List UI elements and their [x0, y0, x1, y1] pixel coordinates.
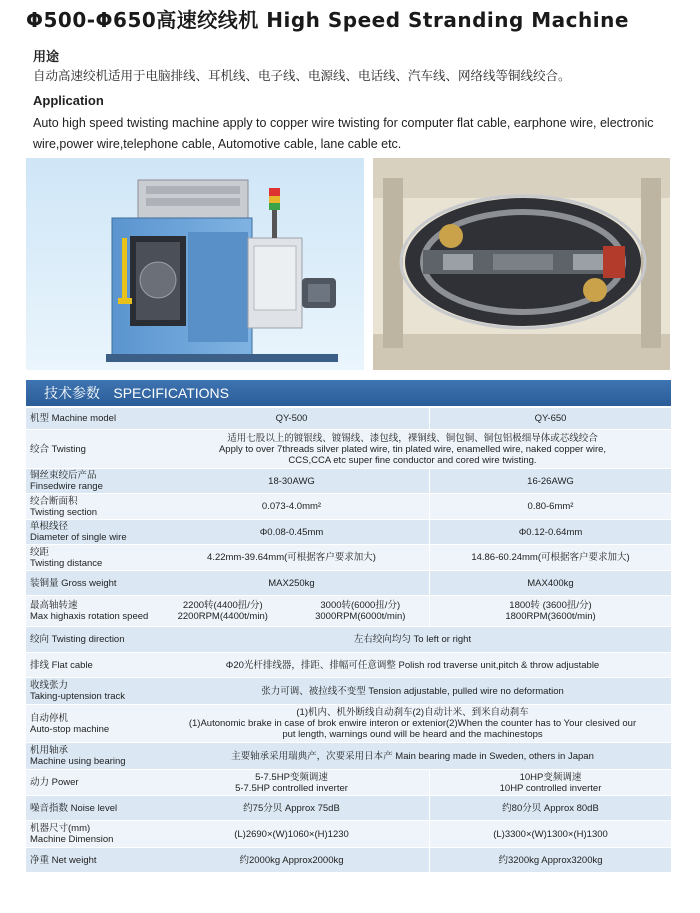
spec-row	[26, 545, 671, 570]
spec-value-line: (1)机内、机外断线自动刹车(2)自动计米、到米自动刹车	[296, 707, 529, 718]
spec-value-line: Apply to over 7threads silver plated wire, tin plated wire, enamelled wire, naked copper wire,	[218, 443, 607, 455]
spec-label	[26, 545, 154, 570]
spec-label	[26, 770, 154, 795]
spec-value-line: 16-26AWG	[527, 475, 574, 487]
spec-label-line: Taking-uptension track	[30, 691, 126, 702]
spec-label-line: 绞距	[30, 546, 50, 558]
spec-value-line: 2200转(4400扭/分)	[182, 600, 263, 611]
spec-value-line: 0.80-6mm²	[527, 501, 574, 512]
spec-label-line: 绞向 Twisting direction	[30, 634, 125, 645]
spec-value-line: put length, warnings ound will be heard and the machinestops	[282, 729, 543, 740]
spec-label	[26, 678, 154, 704]
spec-header	[26, 380, 671, 406]
spec-row	[26, 408, 671, 429]
spec-value-qy500	[154, 796, 429, 820]
spec-value	[154, 430, 671, 468]
spec-label	[26, 494, 154, 519]
spec-value-line: 10HP变频调速	[519, 771, 582, 783]
spec-row	[26, 821, 671, 847]
spec-label-line: 动力 Power	[30, 777, 79, 788]
spec-value-qy650	[429, 571, 671, 595]
spec-row	[26, 678, 671, 704]
spec-value-qy500	[154, 469, 429, 493]
spec-value-line: 约3200kg Approx3200kg	[498, 854, 603, 866]
spec-value-line: 18-30AWG	[268, 475, 315, 487]
spec-label	[26, 627, 154, 652]
application-heading: Application	[33, 93, 104, 108]
spec-label	[26, 408, 154, 429]
spec-value-qy650	[429, 821, 671, 847]
spec-value-line: 10HP controlled inverter	[499, 782, 602, 794]
spec-header-cn: 技术参数	[44, 385, 100, 401]
spec-row	[26, 571, 671, 595]
spec-value-line: CCS,CCA etc super fine conductor and cored wire twisting.	[288, 454, 537, 466]
spec-value-qy500	[154, 848, 429, 872]
spec-label	[26, 571, 154, 595]
spec-label-line: 自动停机	[30, 712, 69, 724]
spec-value-qy650	[429, 796, 671, 820]
spec-label	[26, 520, 154, 544]
spec-value-col	[315, 600, 405, 622]
spec-row	[26, 520, 671, 544]
spec-row	[26, 770, 671, 795]
row-divider	[26, 872, 671, 873]
spec-label	[26, 743, 154, 769]
spec-value-line: (L)2690×(W)1060×(H)1230	[234, 828, 349, 840]
spec-label-line: Max highaxis rotation speed	[30, 611, 149, 622]
spec-label-line: 排线 Flat cable	[30, 659, 93, 671]
usage-text: 自动高速绞机适用于电脑排线、耳机线、电子线、电源线、电话线、汽车线、网络线等铜线绞合。	[33, 68, 571, 83]
spec-value-qy650	[429, 770, 671, 795]
spec-row	[26, 705, 671, 742]
spec-label	[26, 848, 154, 872]
spec-label-line: 装铜量 Gross weight	[30, 577, 117, 589]
spec-label	[26, 821, 154, 847]
spec-value-line: Φ0.12-0.64mm	[518, 526, 583, 538]
spec-value-qy500	[154, 494, 429, 519]
spec-value-qy500	[154, 520, 429, 544]
spec-value	[154, 653, 671, 677]
spec-value-line: 5-7.5HP变频调速	[255, 771, 328, 783]
machine-photo	[26, 158, 364, 370]
spec-value-line: 0.073-4.0mm²	[261, 501, 322, 512]
spec-value-line: QY-500	[275, 413, 308, 424]
spec-value-line: 适用七股以上的镀银线、镀锡线、漆包线，裸铜线、铜包铜、铜包铝极细导体或芯线绞合	[227, 432, 598, 444]
spec-value-line: MAX400kg	[527, 577, 574, 589]
stranding-bow-photo	[373, 158, 670, 370]
spec-value-qy650	[429, 469, 671, 493]
spec-row	[26, 653, 671, 677]
spec-label-line: 单根线径	[30, 521, 69, 532]
spec-value	[154, 678, 671, 704]
spec-value-line: 3000转(6000扭/分)	[320, 600, 401, 611]
spec-label-line: 最高轴转速	[30, 600, 78, 611]
spec-label-line: 绞合断面积	[30, 495, 78, 507]
spec-label	[26, 430, 154, 468]
spec-label	[26, 705, 154, 742]
spec-value-line: Φ20光杆排线器，排距、排幅可任意调整 Polish rod traverse unit,pitch & throw adjustable	[225, 659, 600, 671]
spec-label	[26, 796, 154, 820]
spec-value-line: MAX250kg	[268, 577, 315, 589]
spec-value-line: 约75分贝 Approx 75dB	[243, 802, 340, 814]
spec-value-qy650	[429, 545, 671, 570]
spec-row	[26, 743, 671, 769]
spec-row	[26, 494, 671, 519]
spec-value-line: 5-7.5HP controlled inverter	[235, 782, 348, 794]
spec-label-line: 机用轴承	[30, 745, 69, 756]
spec-header-en: SPECIFICATIONS	[113, 385, 230, 401]
spec-value-qy650	[429, 520, 671, 544]
spec-value-qy650	[429, 494, 671, 519]
spec-value-line: Φ0.08-0.45mm	[259, 526, 324, 538]
spec-value	[154, 705, 671, 742]
spec-label-line: Machine using bearing	[30, 756, 126, 767]
spec-label	[26, 596, 154, 626]
page-title: Φ500-Φ650高速绞线机 High Speed Stranding Machine	[26, 8, 629, 32]
spec-value-qy500	[154, 571, 429, 595]
spec-value-qy500	[154, 408, 429, 429]
spec-value-line: 4.22mm-39.64mm(可根据客户要求加大)	[207, 552, 376, 563]
spec-row	[26, 430, 671, 468]
spec-label	[26, 469, 154, 493]
spec-value-qy650	[429, 596, 671, 626]
spec-value-line: 约80分贝 Approx 80dB	[502, 802, 599, 814]
spec-label-line: Machine Dimension	[30, 834, 114, 845]
spec-label-line: Diameter of single wire	[30, 532, 127, 543]
spec-value-qy500	[154, 821, 429, 847]
spec-value-line: 3000RPM(6000t/min)	[315, 611, 406, 622]
spec-value-line: 1800RPM(3600t/min)	[505, 611, 596, 622]
spec-label-line: Finsedwire range	[30, 481, 103, 492]
spec-value-col	[178, 600, 268, 622]
spec-value-qy650	[429, 408, 671, 429]
spec-value-line: (L)3300×(W)1300×(H)1300	[493, 828, 608, 840]
application-text: Auto high speed twisting machine apply to copper wire twisting for computer flat cable, earphone wire, electronic wire,power wire,telephone cable, Automotive cable, lane cable etc.	[33, 116, 654, 151]
spec-label	[26, 653, 154, 677]
spec-value	[154, 743, 671, 769]
spec-label-line: Twisting distance	[30, 557, 103, 569]
spec-label-line: 收线张力	[30, 680, 69, 691]
spec-value-line: (1)Autonomic brake in case of brok enwire interon or extenior(2)When the counter has to Your clesived our	[188, 718, 637, 729]
spec-row	[26, 627, 671, 652]
spec-label-line: 机型 Machine model	[30, 413, 117, 424]
specifications-table	[26, 380, 671, 900]
spec-value-line: 左右绞向均匀 To left or right	[353, 634, 472, 645]
spec-value-line: 约2000kg Approx2000kg	[239, 854, 344, 866]
spec-value-line: 14.86-60.24mm(可根据客户要求加大)	[471, 552, 630, 563]
spec-row	[26, 596, 671, 626]
spec-value-qy650	[429, 848, 671, 872]
spec-value-qy500	[154, 545, 429, 570]
spec-label-line: 铜丝束绞后产品	[30, 470, 97, 481]
usage-heading: 用途	[33, 50, 60, 65]
spec-value-qy500	[154, 770, 429, 795]
spec-label-line: 机器尺寸(mm)	[30, 823, 91, 834]
spec-label-line: 净重 Net weight	[30, 854, 97, 866]
spec-value-line: 2200RPM(4400t/min)	[177, 611, 268, 622]
spec-label-line: 噪音指数 Noise level	[30, 802, 118, 814]
spec-value-line: 1800转 (3600扭/分)	[509, 600, 592, 611]
spec-value-line: 张力可调、被拉线不变型 Tension adjustable, pulled wire no deformation	[261, 685, 564, 697]
spec-row	[26, 796, 671, 820]
spec-value	[154, 627, 671, 652]
spec-row	[26, 848, 671, 872]
spec-value-line: QY-650	[534, 413, 567, 424]
spec-value-line: 主要轴承采用瑞典产，次要采用日本产 Main bearing made in Sweden, others in Japan	[231, 750, 594, 762]
spec-row	[26, 469, 671, 493]
spec-label-line: Auto-stop machine	[30, 723, 110, 735]
spec-label-line: Twisting section	[30, 506, 98, 518]
spec-label-line: 绞合 Twisting	[30, 443, 86, 455]
spec-value-qy500	[154, 596, 429, 626]
